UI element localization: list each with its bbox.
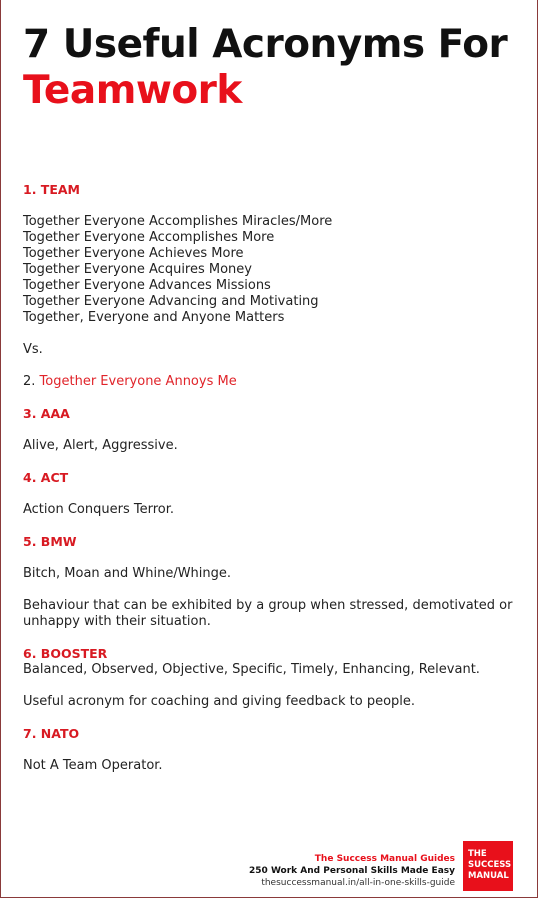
page-title [23,22,507,114]
nato-meaning: Not A Team Operator. [23,758,163,773]
section-heading-bmw: 5. BMW [23,534,77,549]
footer-url-link[interactable]: thesuccessmanual.in/all-in-one-skills-guide [261,878,455,888]
team-meaning-7: Together, Everyone and Anyone Matters [23,310,285,325]
section-heading-booster: 6. BOOSTER [23,646,108,661]
title-line-1: 7 Useful Acronyms For [23,22,508,67]
booster-meaning: Balanced, Observed, Objective, Specific, Timely, Enhancing, Relevant. [23,662,480,677]
section-heading-act: 4. ACT [23,470,69,485]
logo-word-2: SUCCESS [468,860,512,870]
bmw-note: Behaviour that can be exhibited by a group when stressed, demotivated or unhappy with their situation. [23,598,513,629]
booster-note: Useful acronym for coaching and giving feedback to people. [23,694,416,709]
team-meaning-4: Together Everyone Acquires Money [23,262,252,277]
bmw-meaning: Bitch, Moan and Whine/Whinge. [23,566,232,581]
logo-word-1: THE [468,849,487,859]
act-meaning: Action Conquers Terror. [23,502,174,517]
team-vs-label: Vs. [23,342,43,357]
logo-word-3: MANUAL [468,871,509,881]
footer-tagline: 250 Work And Personal Skills Made Easy [249,866,455,876]
section-2 [23,374,513,390]
title-line-2: Teamwork [23,68,242,113]
section-heading-team: 1. TEAM [23,182,80,197]
section-2-number: 2. [23,374,36,389]
section-2-text: Together Everyone Annoys Me [39,374,237,389]
footer-brand: The Success Manual Guides [314,854,455,864]
aaa-meaning: Alive, Alert, Aggressive. [23,438,178,453]
acronym-list [23,182,513,774]
section-heading-nato: 7. NATO [23,726,80,741]
team-meaning-2: Together Everyone Accomplishes More [23,230,275,245]
team-meaning-5: Together Everyone Advances Missions [23,278,271,293]
team-meaning-3: Together Everyone Achieves More [23,246,244,261]
footer-text [249,853,455,891]
section-heading-aaa: 3. AAA [23,406,70,421]
footer [249,841,513,891]
team-meaning-1: Together Everyone Accomplishes Miracles/More [23,214,333,229]
team-meaning-6: Together Everyone Advancing and Motivating [23,294,319,309]
success-manual-logo [463,841,513,891]
